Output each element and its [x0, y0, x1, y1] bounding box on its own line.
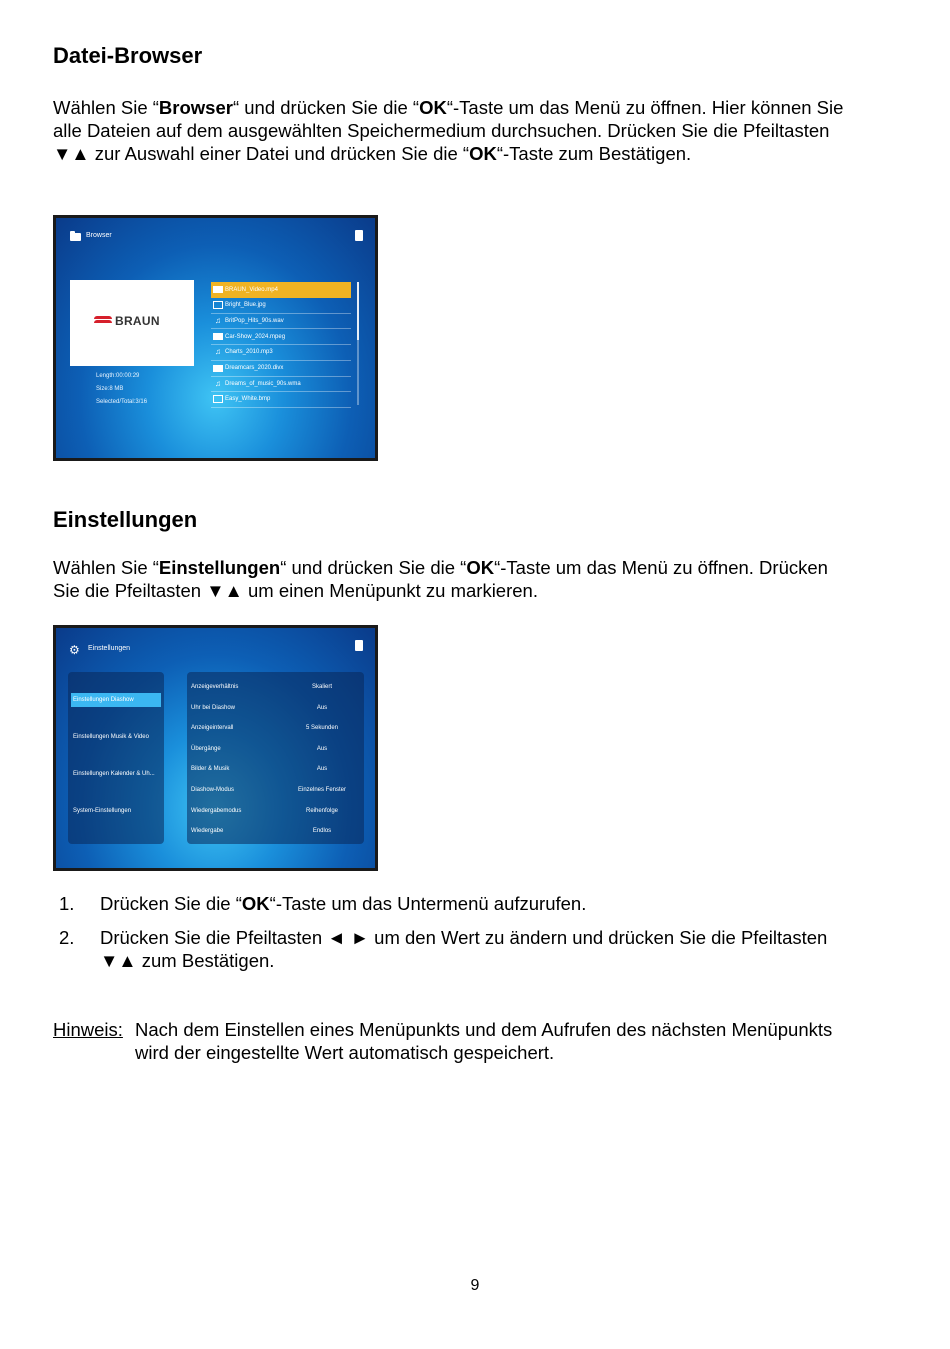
setting-name: Wiedergabemodus [191, 807, 242, 814]
setting-row[interactable] [187, 802, 364, 822]
setting-row[interactable] [187, 740, 364, 760]
music-file-icon: ♫ [215, 378, 221, 388]
bold-text: OK [419, 97, 447, 118]
info-size: Size:8 MB [96, 386, 124, 392]
heading-datei-browser: Datei-Browser [53, 43, 203, 68]
file-item[interactable] [211, 313, 351, 329]
file-name: Bright_Blue.jpg [225, 302, 266, 309]
folder-icon [70, 233, 81, 241]
file-item[interactable] [211, 392, 351, 408]
setting-row[interactable] [187, 781, 364, 801]
settings-category-item[interactable]: Einstellungen Diashow [71, 693, 161, 707]
braun-logo [94, 314, 160, 328]
text-run: “ und drücken Sie die “ [280, 557, 467, 578]
sd-card-icon [355, 640, 363, 651]
setting-name: Anzeigeverhältnis [191, 684, 239, 690]
heading-einstellungen: Einstellungen [53, 507, 198, 532]
file-item[interactable] [211, 345, 351, 361]
browser-screenshot [53, 215, 378, 461]
gear-icon: ⚙ [69, 643, 80, 657]
settings-intro-paragraph [53, 556, 853, 602]
browser-intro-paragraph [53, 96, 853, 165]
video-file-icon [213, 286, 223, 293]
text-run: “-Taste um das Menü zu öffnen. Drücken Sie die Pfeiltasten ▼▲ um einen Menüpunkt zu markieren. [53, 557, 828, 601]
settings-category-panel [68, 672, 164, 844]
braun-wordmark: BRAUN [115, 314, 160, 328]
file-item[interactable] [211, 282, 351, 298]
step-number: 2. [59, 927, 75, 948]
setting-value: Aus [316, 745, 328, 752]
note-label: Hinweis: [53, 1019, 123, 1040]
music-file-icon: ♫ [215, 315, 221, 325]
browser-screen-title: Browser [86, 232, 112, 239]
text-run: Drücken Sie die Pfeiltasten ◄ ► um den Wert zu ändern und drücken Sie die Pfeiltasten ▼▲ zum Bestätigen. [100, 927, 828, 971]
file-name: BritPop_Hits_90s.wav [225, 317, 284, 324]
file-name: Charts_2010.mp3 [225, 349, 273, 356]
setting-row[interactable] [187, 699, 364, 719]
settings-values-panel [187, 672, 364, 844]
sd-card-icon [355, 230, 363, 241]
settings-category-item[interactable]: Einstellungen Kalender & Uh... [73, 771, 155, 777]
text-run: “-Taste zum Bestätigen. [496, 143, 692, 164]
page-number: 9 [470, 1277, 480, 1294]
setting-value: Reihenfolge [305, 807, 339, 814]
setting-name: Bilder & Musik [191, 766, 230, 773]
setting-value: 5 Sekunden [305, 725, 339, 732]
file-preview [70, 280, 194, 366]
setting-value: Endlos [312, 828, 332, 835]
file-item[interactable] [211, 361, 351, 377]
settings-category-item[interactable]: System-Einstellungen [73, 808, 132, 814]
file-item[interactable] [211, 298, 351, 314]
info-selected-total: Selected/Total:3/16 [96, 399, 148, 405]
setting-value: Aus [316, 766, 328, 773]
setting-name: Diashow-Modus [191, 787, 235, 793]
setting-name: Uhr bei Diashow [191, 704, 236, 711]
bold-text: OK [469, 143, 497, 164]
text-run: Drücken Sie die “ [100, 893, 242, 914]
file-name: Car-Show_2024.mpeg [225, 333, 286, 340]
setting-value: Aus [316, 704, 328, 711]
text-run: “ und drücken Sie die “ [232, 97, 420, 118]
file-list [211, 280, 358, 407]
text-run: Wählen Sie “ [53, 557, 159, 578]
text-run: “-Taste um das Untermenü aufzurufen. [269, 893, 587, 914]
step-item [53, 892, 853, 915]
settings-screen-title: Einstellungen [88, 645, 131, 652]
setting-value: Einzelnes Fenster [297, 787, 347, 793]
bold-text: OK [466, 557, 495, 578]
bold-text: OK [241, 893, 270, 914]
settings-category-item[interactable]: Einstellungen Musik & Video [73, 734, 149, 740]
info-length: Length:00:00:29 [96, 373, 140, 379]
file-item[interactable] [211, 376, 351, 392]
steps-list [53, 892, 853, 983]
setting-row[interactable] [187, 822, 364, 842]
file-name: Easy_White.bmp [225, 396, 271, 403]
setting-row[interactable] [187, 760, 364, 780]
step-number: 1. [59, 893, 75, 914]
setting-name: Wiedergabe [191, 828, 224, 835]
text-run: Wählen Sie “ [53, 97, 159, 118]
setting-value: Skaliert [311, 684, 332, 690]
text-run: “-Taste um das Menü zu öffnen. Hier können Sie alle Dateien auf dem ausgewählten Speichermedium durchsuchen. Drücken Sie die Pfeiltasten ▼▲ zur Auswahl einer Datei und drücken Sie die “ [53, 97, 844, 164]
settings-screenshot [53, 625, 378, 871]
bold-text: Browser [158, 97, 233, 118]
file-name: BRAUN_Video.mp4 [225, 286, 278, 293]
file-name: Dreams_of_music_90s.wma [225, 380, 301, 387]
file-name: Dreamcars_2020.divx [225, 365, 284, 371]
setting-row[interactable] [187, 719, 364, 739]
file-item[interactable] [211, 329, 351, 345]
video-file-icon [213, 365, 223, 372]
braun-mark-icon [94, 316, 112, 326]
file-list-scroll-thumb[interactable] [357, 282, 359, 340]
bold-text: Einstellungen [158, 557, 281, 578]
video-file-icon [213, 333, 223, 340]
image-file-icon [213, 301, 223, 309]
setting-name: Anzeigeintervall [191, 725, 234, 732]
note-text: Nach dem Einstellen eines Menüpunkts und dem Aufrufen des nächsten Menüpunkts wird der eingestellte Wert automatisch gespeichert. [135, 1019, 833, 1063]
music-file-icon: ♫ [215, 347, 221, 357]
setting-name: Übergänge [191, 745, 221, 752]
step-item [53, 926, 853, 972]
image-file-icon [213, 395, 223, 403]
setting-row[interactable] [187, 678, 364, 698]
